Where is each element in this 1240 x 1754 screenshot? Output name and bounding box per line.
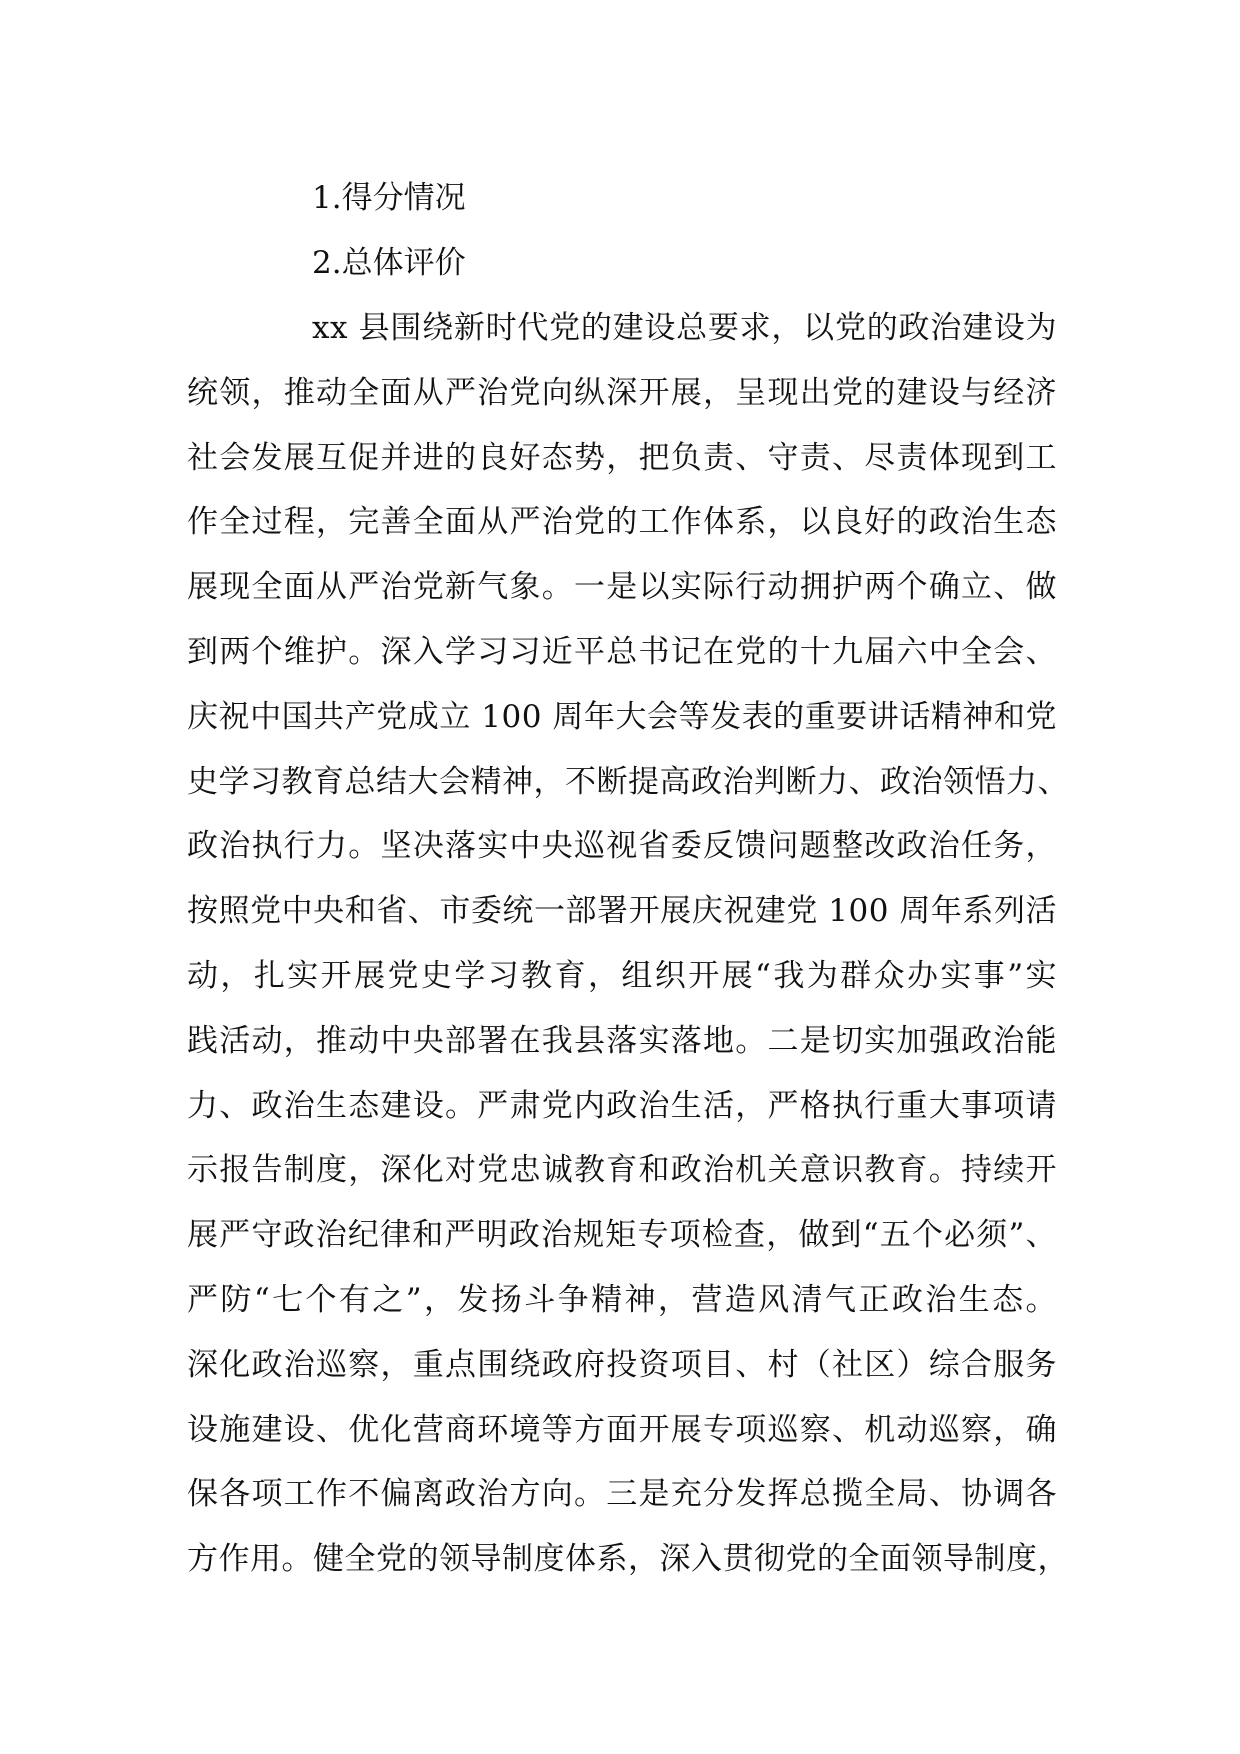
paragraph-line: 展严守政治纪律和严明政治规矩专项检查，做到“五个必须”、 bbox=[187, 1217, 1057, 1253]
paragraph-line: 统领，推动全面从严治党向纵深开展，呈现出党的建设与经济 bbox=[187, 375, 1057, 411]
paragraph-line: 践活动，推动中央部署在我县落实落地。二是切实加强政治能 bbox=[187, 1023, 1057, 1059]
paragraph-line: 动，扎实开展党史学习教育，组织开展“我为群众办实事”实 bbox=[187, 958, 1057, 994]
paragraph-line: 严防“七个有之”，发扬斗争精神，营造风清气正政治生态。 bbox=[187, 1282, 1057, 1318]
paragraph-line: xx 县围绕新时代党的建设总要求，以党的政治建设为 bbox=[312, 310, 1057, 346]
paragraph-line: 示报告制度，深化对党忠诚教育和政治机关意识教育。持续开 bbox=[187, 1152, 1057, 1188]
paragraph-line: 政治执行力。坚决落实中央巡视省委反馈问题整改政治任务， bbox=[187, 828, 1057, 864]
section-heading-score: 1.得分情况 bbox=[312, 180, 466, 216]
paragraph-line: 方作用。健全党的领导制度体系，深入贯彻党的全面领导制度， bbox=[187, 1541, 1069, 1577]
paragraph-line: 深化政治巡察，重点围绕政府投资项目、村（社区）综合服务 bbox=[187, 1347, 1057, 1383]
paragraph-line: 到两个维护。深入学习习近平总书记在党的十九届六中全会、 bbox=[187, 634, 1057, 670]
paragraph-line: 保各项工作不偏离政治方向。三是充分发挥总揽全局、协调各 bbox=[187, 1476, 1057, 1512]
paragraph-line: 庆祝中国共产党成立 100 周年大会等发表的重要讲话精神和党 bbox=[187, 699, 1057, 735]
paragraph-line: 作全过程，完善全面从严治党的工作体系，以良好的政治生态 bbox=[187, 504, 1057, 540]
paragraph-line: 力、政治生态建设。严肃党内政治生活，严格执行重大事项请 bbox=[187, 1088, 1057, 1124]
paragraph-line: 社会发展互促并进的良好态势，把负责、守责、尽责体现到工 bbox=[187, 440, 1057, 476]
paragraph-line: 按照党中央和省、市委统一部署开展庆祝建党 100 周年系列活 bbox=[187, 893, 1057, 929]
paragraph-line: 设施建设、优化营商环境等方面开展专项巡察、机动巡察，确 bbox=[187, 1412, 1057, 1448]
paragraph-line: 展现全面从严治党新气象。一是以实际行动拥护两个确立、做 bbox=[187, 569, 1057, 605]
paragraph-line: 史学习教育总结大会精神，不断提高政治判断力、政治领悟力、 bbox=[187, 764, 1069, 800]
section-heading-overall-evaluation: 2.总体评价 bbox=[312, 245, 466, 281]
